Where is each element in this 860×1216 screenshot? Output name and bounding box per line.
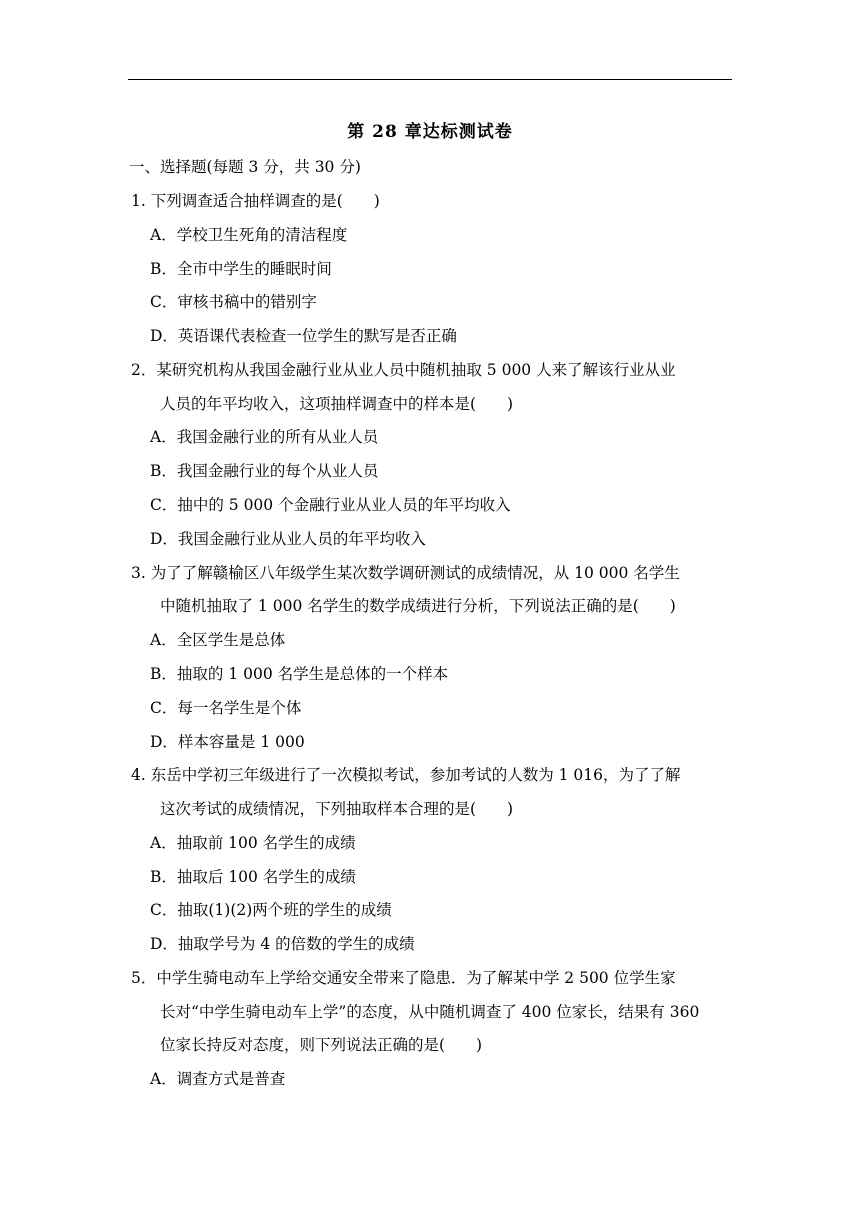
question-4-option-d: D．抽取学号为 4 的倍数的学生的成绩: [150, 935, 415, 953]
page-title: 第 28 章达标测试卷: [347, 122, 513, 142]
question-5-option-a: A．调查方式是普查: [150, 1070, 286, 1088]
question-1-option-d: D．英语课代表检查一位学生的默写是否正确: [150, 327, 457, 345]
question-4-stem-cont: 这次考试的成绩情况，下列抽取样本合理的是( ): [160, 800, 514, 818]
header-rule: [128, 79, 732, 80]
question-3-option-a: A．全区学生是总体: [150, 631, 286, 649]
question-4-option-c: C．抽取(1)(2)两个班的学生的成绩: [150, 901, 392, 919]
section-heading: 一、选择题(每题 3 分，共 30 分): [129, 158, 361, 176]
question-2-option-d: D．我国金融行业从业人员的年平均收入: [150, 530, 426, 548]
question-2-option-a: A．我国金融行业的所有从业人员: [150, 428, 379, 446]
question-2-option-b: B．我国金融行业的每个从业人员: [150, 462, 379, 480]
question-4-stem: 4. 东岳中学初三年级进行了一次模拟考试，参加考试的人数为 1 016，为了了解: [131, 766, 681, 784]
question-1-option-c: C．审核书稿中的错别字: [150, 293, 317, 311]
question-1-option-a: A．学校卫生死角的清洁程度: [150, 226, 348, 244]
question-5-stem-cont-2: 位家长持反对态度，则下列说法正确的是( ): [160, 1036, 483, 1054]
question-2-stem: 2．某研究机构从我国金融行业从业人员中随机抽取 5 000 人来了解该行业从业: [131, 361, 676, 379]
question-5-stem-cont-1: 长对“中学生骑电动车上学”的态度，从中随机调查了 400 位家长，结果有 360: [160, 1003, 700, 1021]
question-5-stem: 5．中学生骑电动车上学给交通安全带来了隐患．为了解某中学 2 500 位学生家: [131, 969, 676, 987]
question-1-option-b: B．全市中学生的睡眠时间: [150, 260, 332, 278]
question-3-stem: 3. 为了了解赣榆区八年级学生某次数学调研测试的成绩情况，从 10 000 名学生: [131, 564, 680, 582]
question-3-stem-cont: 中随机抽取了 1 000 名学生的数学成绩进行分析，下列说法正确的是( ): [160, 597, 676, 615]
question-3-option-b: B．抽取的 1 000 名学生是总体的一个样本: [150, 665, 449, 683]
question-2-stem-cont: 人员的年平均收入，这项抽样调查中的样本是( ): [160, 395, 514, 413]
question-3-option-d: D．样本容量是 1 000: [150, 733, 305, 751]
question-4-option-a: A．抽取前 100 名学生的成绩: [150, 834, 356, 852]
question-2-option-c: C．抽中的 5 000 个金融行业从业人员的年平均收入: [150, 496, 511, 514]
question-3-option-c: C．每一名学生是个体: [150, 699, 302, 717]
question-1-stem: 1. 下列调查适合抽样调查的是( ): [131, 192, 380, 210]
question-4-option-b: B．抽取后 100 名学生的成绩: [150, 868, 356, 886]
